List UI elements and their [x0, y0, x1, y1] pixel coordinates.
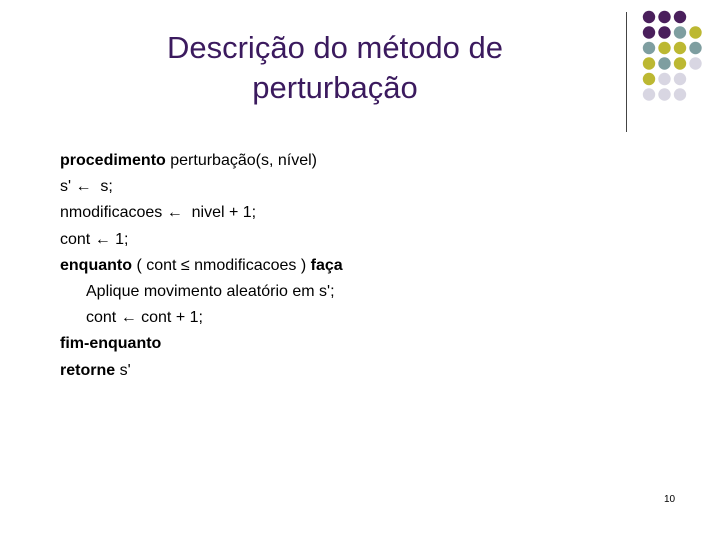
- slide-title-line-1: Descrição do método de: [166, 30, 504, 65]
- code-line-4: cont ← 1;: [60, 230, 129, 248]
- decorative-dot: [674, 88, 686, 100]
- code-line-5: [60, 253, 620, 279]
- code-line-3: nmodificacoes ← nivel + 1;: [60, 204, 257, 222]
- decorative-dot: [658, 57, 670, 69]
- decorative-dot: [658, 88, 670, 100]
- decorative-dot: [689, 42, 701, 54]
- code-line-9-text: s': [115, 361, 131, 379]
- keyword-faca: faça: [310, 256, 343, 274]
- decorative-vertical-divider: [626, 12, 627, 132]
- decorative-dot: [643, 73, 655, 85]
- code-line-7: cont ← cont + 1;: [86, 309, 203, 327]
- page-number: 10: [664, 494, 676, 505]
- code-line-6: Aplique movimento aleatório em s';: [86, 282, 335, 300]
- decorative-dot: [658, 26, 670, 38]
- decorative-dot: [674, 42, 686, 54]
- decorative-dot-grid: [0, 0, 720, 140]
- keyword-fim-enquanto: fim-enquanto: [60, 335, 162, 353]
- decorative-dot: [643, 26, 655, 38]
- code-line-5-condition: ( cont ≤ nmodificacoes ): [132, 256, 311, 274]
- keyword-retorne: retorne: [60, 361, 116, 379]
- decorative-dot: [643, 42, 655, 54]
- keyword-enquanto: enquanto: [60, 256, 132, 274]
- decorative-dot: [674, 11, 686, 23]
- decorative-dot: [674, 26, 686, 38]
- code-line-2: s' ← s;: [60, 178, 113, 196]
- decorative-dot: [689, 26, 701, 38]
- decorative-dot: [689, 57, 701, 69]
- decorative-dot: [674, 73, 686, 85]
- keyword-procedimento: procedimento: [60, 152, 166, 169]
- decorative-dot: [643, 57, 655, 69]
- pseudocode-block: [60, 148, 620, 384]
- decorative-dot: [658, 42, 670, 54]
- code-line-1: [60, 148, 620, 174]
- decorative-dot: [643, 88, 655, 100]
- code-line-1-text: perturbação(s, nível): [165, 152, 317, 169]
- decorative-dot: [658, 11, 670, 23]
- slide-title-line-2: perturbação: [252, 70, 418, 105]
- code-line-9: [60, 358, 620, 384]
- decorative-dot: [674, 57, 686, 69]
- decorative-dot: [643, 11, 655, 23]
- decorative-dot: [658, 73, 670, 85]
- code-line-8: [60, 331, 620, 357]
